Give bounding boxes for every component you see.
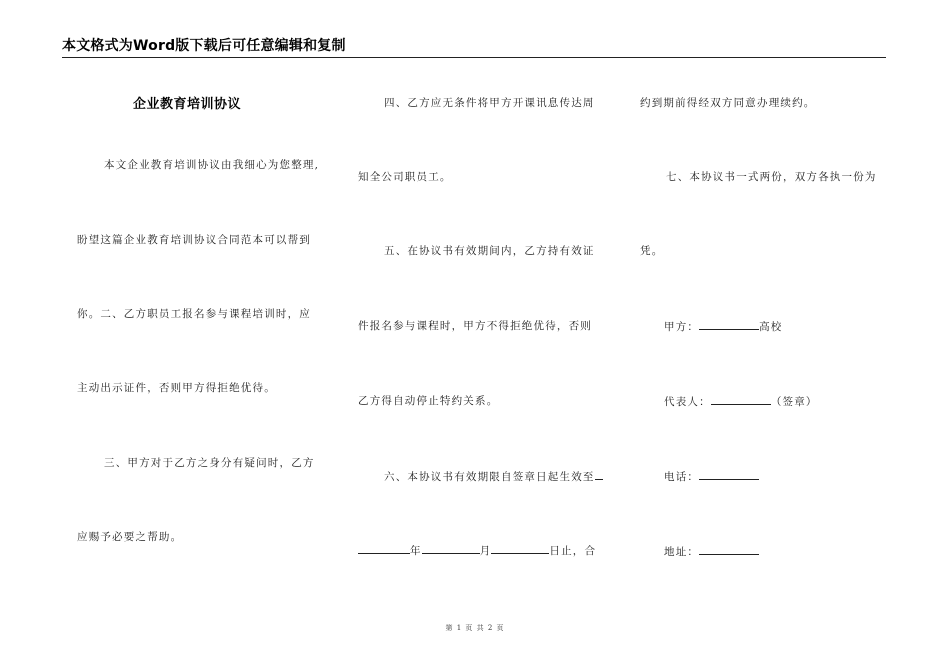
col3-line-3: 凭。 <box>640 245 664 257</box>
phone-line <box>664 468 759 484</box>
rep-blank <box>711 393 771 405</box>
col2-line-6 <box>384 468 603 484</box>
col3-line-1: 约到期前得经双方同意办理续约。 <box>640 97 816 109</box>
party-a-suffix: 高校 <box>759 321 783 333</box>
year-blank <box>358 542 410 554</box>
day-label: 日止，合 <box>549 545 597 557</box>
phone-blank <box>699 468 759 480</box>
col3-line-2: 七、本协议书一式两份，双方各执一份为 <box>666 171 877 183</box>
representative-line <box>664 393 818 409</box>
col1-line-6: 应赐予必要之帮助。 <box>77 531 183 543</box>
col2-line-6-text: 六、本协议书有效期限自签章日起生效至 <box>384 471 595 483</box>
party-a-label: 甲方： <box>664 321 700 333</box>
col2-line-4: 件报名参与课程时，甲方不得拒绝优待，否则 <box>358 320 592 332</box>
page-header <box>62 35 886 58</box>
header-text: 本文格式为Word版下载后可任意编辑和复制 <box>62 38 346 54</box>
party-a-line <box>664 318 783 334</box>
col2-line-5: 乙方得自动停止特约关系。 <box>358 395 499 407</box>
address-line <box>664 543 759 559</box>
address-label: 地址： <box>664 546 700 558</box>
rep-label: 代表人： <box>664 396 711 408</box>
party-a-blank <box>699 318 759 330</box>
col1-line-3: 你。二、乙方职员工报名参与课程培训时，应 <box>77 308 311 320</box>
page-number-footer: 第 1 页 共 2 页 <box>445 624 505 632</box>
month-label: 月 <box>479 545 492 557</box>
rep-suffix: （签章） <box>770 396 818 408</box>
blank-underline <box>595 468 603 480</box>
col1-line-5: 三、甲方对于乙方之身分有疑问时，乙方 <box>104 457 315 469</box>
document-title: 企业教育培训协议 <box>133 97 242 112</box>
col2-line-1: 四、乙方应无条件将甲方开课讯息传达周 <box>384 97 595 109</box>
col2-line-3: 五、在协议书有效期间内，乙方持有效证 <box>384 245 595 257</box>
col1-line-2: 盼望这篇企业教育培训协议合同范本可以帮到 <box>77 234 311 246</box>
year-label: 年 <box>410 545 422 557</box>
col2-date-line <box>358 542 596 558</box>
col1-line-4: 主动出示证件，否则甲方得拒绝优待。 <box>77 382 276 394</box>
month-blank <box>422 542 480 554</box>
col2-line-2: 知全公司职员工。 <box>358 171 452 183</box>
phone-label: 电话： <box>664 471 700 483</box>
address-blank <box>699 543 759 555</box>
day-blank <box>491 542 549 554</box>
col1-line-1: 本文企业教育培训协议由我细心为您整理, <box>104 159 320 171</box>
